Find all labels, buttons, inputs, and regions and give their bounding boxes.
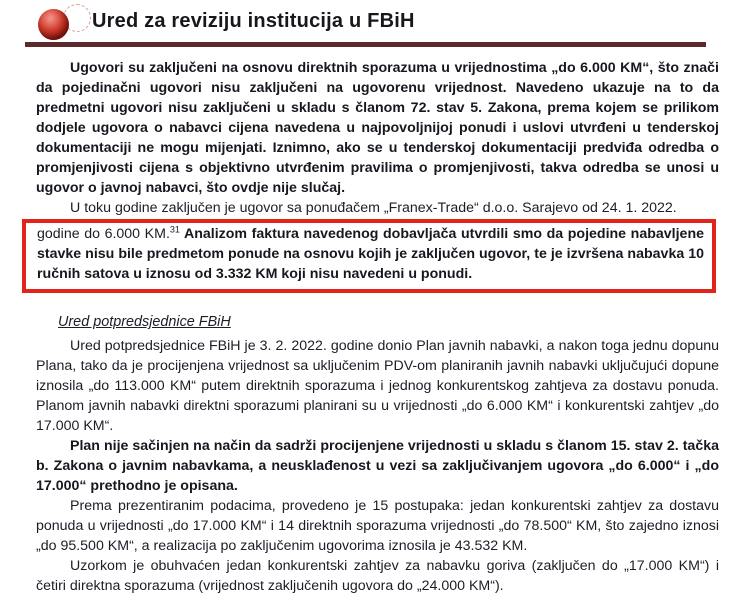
- paragraph-procurement-plan: Ured potpredsjednice FBiH je 3. 2. 2022. godine donio Plan javnih nabavki, a nakon toga jednu dopunu Plana, tako da je procijenjena vrijednost sa uključenim PDV-om planiranih javnih nabavki uključujući dopune iznosila „do 113.000 KM“ putem direktnih sporazuma i jednog konkurentskog zahtjeva za dostavu ponuda. Planom javnih nabavki direktni sporazumi planirani su u vrijednosti „do 6.000 KM“ i konkurentski zahtjev „do 17.000 KM“.: [36, 338, 719, 434]
- red-sphere-icon: [38, 9, 69, 40]
- boxed-bold-segment: Analizom faktura navedenog dobavljača utvrdili smo da pojedine nabavljene stavke nisu bile predmetom ponude na osnovu kojih je zaključen ugovor, te je izvršena nabavka 10 ručnih satova u iznosu od 3.332 KM koji nisu navedeni u ponudi.: [37, 226, 704, 282]
- section-heading-vp-office: Ured potpredsjednice FBiH: [58, 314, 231, 330]
- paragraph-audit-sample: Uzorkom je obuhvaćen jedan konkurentski zahtjev za nabavku goriva (zaključen do „17.000 KM“) i četiri direktna sporazuma (vrijednost zaključenih ugovora do „24.000 KM“).: [36, 558, 719, 594]
- boxed-finding-text: [37, 224, 704, 284]
- page-title: Ured za reviziju institucija u FBiH: [92, 10, 415, 32]
- boxed-plain-segment: godine do 6.000 KM.: [37, 226, 170, 242]
- document-header: [0, 0, 755, 42]
- paragraph-plan-noncompliance: Plan nije sačinjen na način da sadrži procijenjene vrijednosti u skladu s članom 15. stav 2. tačka b. Zakona o javnim nabavkama, a neusklađenost u vezi sa zaključivanjem ugovora „do 6.000“ i „do 17.000“ prethodno je opisana.: [36, 438, 719, 494]
- paragraph-direct-agreements: Ugovori su zaključeni na osnovu direktnih sporazuma u vrijednostima „do 6.000 KM“, što znači da pojedinačni ugovori nisu zaključeni na ugovorenu vrijednost. Navedeno ukazuje na to da predmetni ugovori nisu zaključeni u skladu s članom 72. stav 5. Zakona, prema kojem se prilikom dodjele ugovora o nabavci cijena navedena u najpovoljnijoj ponudi i uslovi utvrđeni u tenderskoj dokumentaciji ne mogu mijenjati. Iznimno, ako se u tenderskoj dokumentaciji predviđa odredba o promjenjivosti cijena s objektivno utvrđenim pravilima o promjenjivosti, takva odredba se unosi u ugovor o javnoj nabavci, što ovdje nije slučaj.: [36, 60, 719, 196]
- highlight-box-annotation: [22, 219, 716, 293]
- paragraph-franex-contract: U toku godine zaključen je ugovor sa ponuđačem „Franex-Trade“ d.o.o. Sarajevo od 24. 1. 2022.: [70, 200, 677, 216]
- audit-office-logo: [38, 3, 96, 41]
- document-body: [0, 47, 755, 596]
- footnote-reference: 31: [169, 224, 180, 235]
- paragraph-procedures-data: Prema prezentiranim podacima, provedeno je 15 postupaka: jedan konkurentski zahtjev za dostavu ponuda u vrijednosti „do 17.000 KM“ i 14 direktnih sporazuma vrijednosti „do 78.500“ KM, što zajedno iznosi „do 95.500 KM“, a realizacija po zaključenim ugovorima iznosila je 43.532 KM.: [36, 498, 719, 554]
